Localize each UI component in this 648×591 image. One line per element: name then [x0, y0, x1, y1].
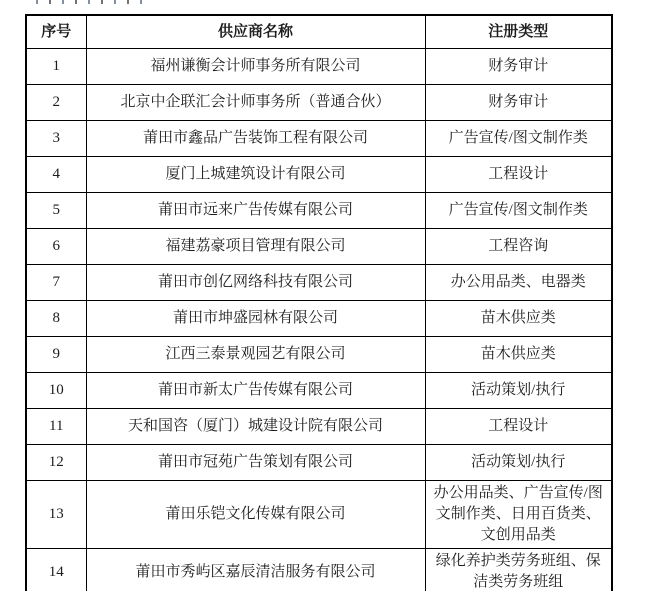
table-header-row: [26, 15, 612, 49]
supplier-name: 莆田市鑫品广告装饰工程有限公司: [86, 121, 425, 157]
supplier-registration-table: [25, 14, 613, 591]
table-row: [26, 193, 612, 229]
supplier-name: 天和国咨（厦门）城建设计院有限公司: [86, 409, 425, 445]
registration-type: 工程设计: [425, 157, 612, 193]
table-row: [26, 85, 612, 121]
row-number: 2: [26, 85, 86, 121]
row-number: 9: [26, 337, 86, 373]
registration-type: 工程咨询: [425, 229, 612, 265]
supplier-name: 北京中企联汇会计师事务所（普通合伙）: [86, 85, 425, 121]
supplier-name: 莆田市新太广告传媒有限公司: [86, 373, 425, 409]
registration-type: 财务审计: [425, 49, 612, 85]
row-number: 10: [26, 373, 86, 409]
row-number: 11: [26, 409, 86, 445]
table-row: [26, 409, 612, 445]
row-number: 1: [26, 49, 86, 85]
table-row: [26, 337, 612, 373]
table-row: [26, 121, 612, 157]
table-body: [26, 49, 612, 591]
table-row: [26, 549, 612, 591]
table-row: [26, 301, 612, 337]
registration-type: 绿化养护类劳务班组、保洁类劳务班组: [425, 549, 612, 591]
table-row: [26, 373, 612, 409]
table-row: [26, 229, 612, 265]
supplier-name: 莆田市秀屿区嘉辰清洁服务有限公司: [86, 549, 425, 591]
supplier-name: 莆田市远来广告传媒有限公司: [86, 193, 425, 229]
supplier-name: 莆田市创亿网络科技有限公司: [86, 265, 425, 301]
table-row: [26, 157, 612, 193]
registration-type: 工程设计: [425, 409, 612, 445]
header-serial-number: 序号: [26, 15, 86, 49]
row-number: 5: [26, 193, 86, 229]
registration-type: 财务审计: [425, 85, 612, 121]
registration-type: 办公用品类、电器类: [425, 265, 612, 301]
row-number: 7: [26, 265, 86, 301]
registration-type: 广告宣传/图文制作类: [425, 121, 612, 157]
supplier-name: 江西三泰景观园艺有限公司: [86, 337, 425, 373]
row-number: 3: [26, 121, 86, 157]
supplier-name: 福建荔豪项目管理有限公司: [86, 229, 425, 265]
row-number: 14: [26, 549, 86, 591]
table-row: [26, 265, 612, 301]
registration-type: 活动策划/执行: [425, 445, 612, 481]
table-row: [26, 49, 612, 85]
registration-type: 活动策划/执行: [425, 373, 612, 409]
row-number: 12: [26, 445, 86, 481]
supplier-name: 厦门上城建筑设计有限公司: [86, 157, 425, 193]
supplier-name: 福州谦衡会计师事务所有限公司: [86, 49, 425, 85]
supplier-name: 莆田市坤盛园林有限公司: [86, 301, 425, 337]
registration-type: 办公用品类、广告宣传/图文制作类、日用百货类、文创用品类: [425, 481, 612, 549]
row-number: 13: [26, 481, 86, 549]
supplier-name: 莆田乐铠文化传媒有限公司: [86, 481, 425, 549]
header-registration-type: 注册类型: [425, 15, 612, 49]
registration-type: 广告宣传/图文制作类: [425, 193, 612, 229]
clipped-text-fragment: [36, 0, 144, 4]
table-row: [26, 445, 612, 481]
row-number: 4: [26, 157, 86, 193]
supplier-name: 莆田市冠苑广告策划有限公司: [86, 445, 425, 481]
registration-type: 苗木供应类: [425, 301, 612, 337]
table-row: [26, 481, 612, 549]
row-number: 6: [26, 229, 86, 265]
header-supplier-name: 供应商名称: [86, 15, 425, 49]
row-number: 8: [26, 301, 86, 337]
registration-type: 苗木供应类: [425, 337, 612, 373]
